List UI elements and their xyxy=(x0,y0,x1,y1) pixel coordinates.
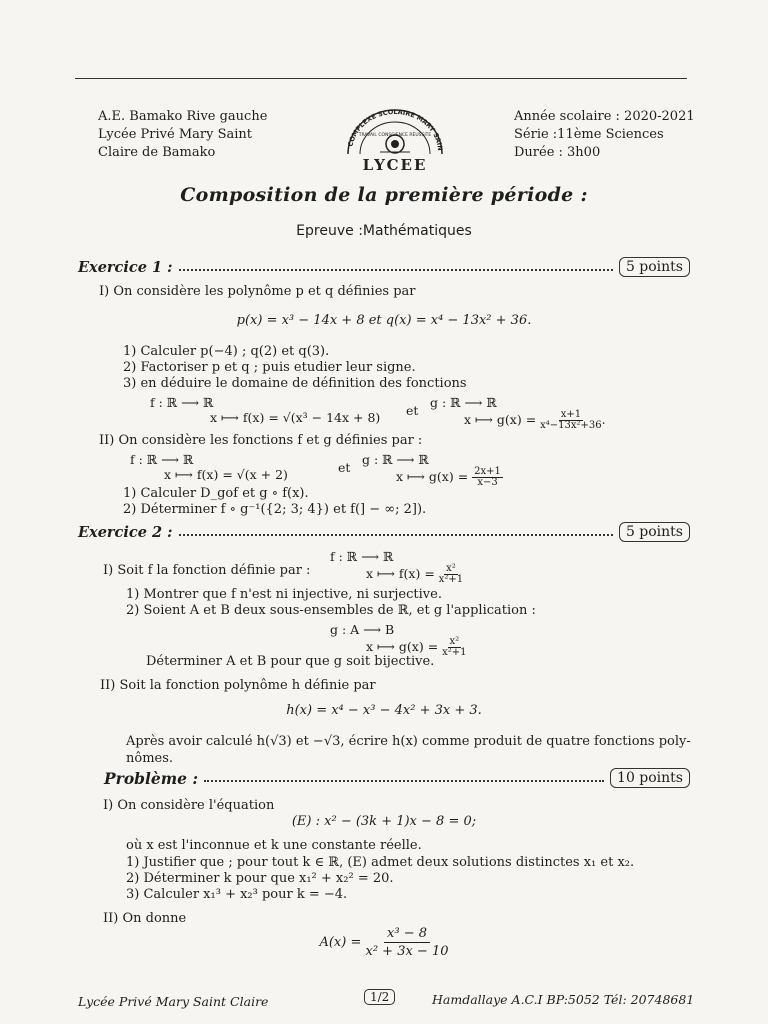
ex2-g-rule: x ⟼ g(x) = xyxy=(366,639,439,654)
ex2-q1: 1) Montrer que f n'est ni injective, ni surjective. xyxy=(126,587,442,602)
ex1-f-definition xyxy=(150,395,380,425)
ex2-g-definition xyxy=(330,622,467,658)
ex2-f-rule: x ⟼ f(x) = xyxy=(366,566,435,581)
school-header-right xyxy=(514,108,695,162)
duration: Durée : 3h00 xyxy=(514,145,601,160)
ex2-g-map: g : A ⟶ B xyxy=(330,622,395,637)
logo-word: LYCEE xyxy=(362,156,428,174)
ex2-f-definition xyxy=(330,549,463,585)
A-lhs: A(x) = xyxy=(319,935,362,950)
series: Série :11ème Sciences xyxy=(514,127,664,142)
ex1-q3: 3) en déduire le domaine de définition des fonctions xyxy=(123,376,467,391)
prob-part-II: II) On donne xyxy=(103,911,187,926)
school-year: Année scolaire : 2020-2021 xyxy=(514,109,695,124)
denominator: x−3 xyxy=(477,477,498,488)
denominator: x² + 3x − 10 xyxy=(365,944,449,959)
ex2-determine: Déterminer A et B pour que g soit bijective. xyxy=(146,654,435,669)
footer-school: Lycée Privé Mary Saint Claire xyxy=(78,994,269,1009)
logo-arc-text: COMPLEXE SCOLAIRE MARY SAIN xyxy=(346,107,445,152)
denominator: x⁴−13x²+36 xyxy=(540,420,602,431)
ex1-polynomials: p(x) = x³ − 14x + 8 et q(x) = x⁴ − 13x² + 36. xyxy=(236,313,532,328)
exercise-2-points: 5 points xyxy=(619,522,690,542)
problem-title: Problème : xyxy=(104,768,199,788)
ex1-II-q2: 2) Déterminer f ∘ g⁻¹({2; 3; 4}) et f(] − ∞; 2]). xyxy=(123,502,427,517)
ex2-q2: 2) Soient A et B deux sous-ensembles de ℝ, et g l'application : xyxy=(126,603,536,618)
page-number-box xyxy=(364,990,395,1005)
exercise-2-header xyxy=(78,521,690,543)
numerator: x+1 xyxy=(560,409,582,420)
ex2-h-polynomial: h(x) = x⁴ − x³ − 4x² + 3x + 3. xyxy=(286,703,482,718)
problem-header xyxy=(78,767,690,789)
ex1-q1: 1) Calculer p(−4) ; q(2) et q(3). xyxy=(123,344,330,359)
ex2-text-2: nômes. xyxy=(126,751,174,766)
ex1-g-rule: x ⟼ g(x) = xyxy=(464,412,537,427)
prob-where: où x est l'inconnue et k une constante réelle. xyxy=(126,838,422,853)
exercise-2-title: Exercice 2 : xyxy=(78,523,173,541)
ex1-g2-map: g : ℝ ⟶ ℝ xyxy=(362,452,429,467)
prob-A-fraction xyxy=(0,925,768,960)
ex1-f-rule: x ⟼ f(x) = √(x³ − 14x + 8) xyxy=(210,410,381,425)
ex1-f2-map: f : ℝ ⟶ ℝ xyxy=(130,452,194,467)
footer-address: Hamdallaye A.C.I BP:5052 Tél: 20748681 xyxy=(432,992,695,1007)
prob-part-I: I) On considère l'équation xyxy=(103,798,275,813)
leader-dots xyxy=(179,259,613,271)
header-line-2: Lycée Privé Mary Saint xyxy=(98,127,253,142)
ex1-and-2: et xyxy=(338,460,351,475)
ex2-part-II: II) Soit la fonction polynôme h définie par xyxy=(100,678,376,693)
school-header-left xyxy=(98,108,267,162)
numerator: x³ − 8 xyxy=(384,925,430,943)
ex1-g2-definition xyxy=(362,452,503,488)
prob-q1: 1) Justifier que ; pour tout k ∈ ℝ, (E) admet deux solutions distinctes x₁ et x₂. xyxy=(126,855,635,870)
ex2-g-fraction xyxy=(442,637,466,658)
page-title: Composition de la première période : xyxy=(180,184,588,206)
ex1-II-q1: 1) Calculer D_gof et g ∘ f(x). xyxy=(123,486,309,501)
ex1-g2-fraction xyxy=(472,467,503,488)
denominator: x²+1 xyxy=(438,574,464,585)
page-number: 1/2 xyxy=(364,989,395,1005)
ex1-g2-rule: x ⟼ g(x) = xyxy=(396,469,469,484)
ex1-part-I: I) On considère les polynôme p et q définies par xyxy=(99,284,416,299)
numerator: x² xyxy=(446,563,456,574)
header-line-1: A.E. Bamako Rive gauche xyxy=(98,109,268,124)
logo-motto: TRAVAIL CONSCIENCE RÉUSSITE xyxy=(358,133,432,138)
school-logo xyxy=(340,104,450,174)
header-line-3: Claire de Bamako xyxy=(98,145,216,160)
leader-dots xyxy=(179,524,613,536)
prob-q2: 2) Déterminer k pour que x₁² + x₂² = 20. xyxy=(126,871,394,886)
prob-q3: 3) Calculer x₁³ + x₂³ pour k = −4. xyxy=(126,887,348,902)
problem-points: 10 points xyxy=(610,768,690,788)
A-fraction xyxy=(366,925,449,960)
numerator: 2x+1 xyxy=(474,466,501,477)
ex1-f2-rule: x ⟼ f(x) = √(x + 2) xyxy=(164,467,288,482)
ex1-g-definition: g : ℝ ⟶ ℝ x ⟼ g(x) = $\frac{x+1}{\text{x⁴−13x²+36}}$ . xyxy=(430,395,606,431)
leader-dots xyxy=(204,770,604,782)
ex1-part-II: II) On considère les fonctions f et g définies par : xyxy=(99,433,423,448)
ex2-f-map: f : ℝ ⟶ ℝ xyxy=(330,549,394,564)
ex2-text-1: Après avoir calculé h(√3) et −√3, écrire h(x) comme produit de quatre fonctions poly- xyxy=(126,734,691,749)
ex2-part-I: I) Soit f la fonction définie par : xyxy=(103,563,311,578)
exercise-1-title: Exercice 1 : xyxy=(78,258,173,276)
prob-equation: (E) : x² − (3k + 1)x − 8 = 0; xyxy=(291,814,477,829)
ex1-g-map: g : ℝ ⟶ ℝ xyxy=(430,395,497,410)
exercise-1-header xyxy=(78,256,690,278)
denominator: x²+1 xyxy=(442,647,467,658)
exercise-1-points: 5 points xyxy=(619,257,690,277)
ex1-g-fraction xyxy=(540,410,602,431)
subject: Epreuve :Mathématiques xyxy=(296,223,472,239)
numerator: x² xyxy=(449,636,460,647)
ex2-f-fraction xyxy=(439,564,463,585)
ex1-f-map: f : ℝ ⟶ ℝ xyxy=(150,395,214,410)
ex1-and: et xyxy=(406,403,419,418)
ex1-q2: 2) Factoriser p et q ; puis etudier leur signe. xyxy=(123,360,416,375)
ex1-f2-definition xyxy=(130,452,288,482)
top-rule xyxy=(75,78,687,79)
